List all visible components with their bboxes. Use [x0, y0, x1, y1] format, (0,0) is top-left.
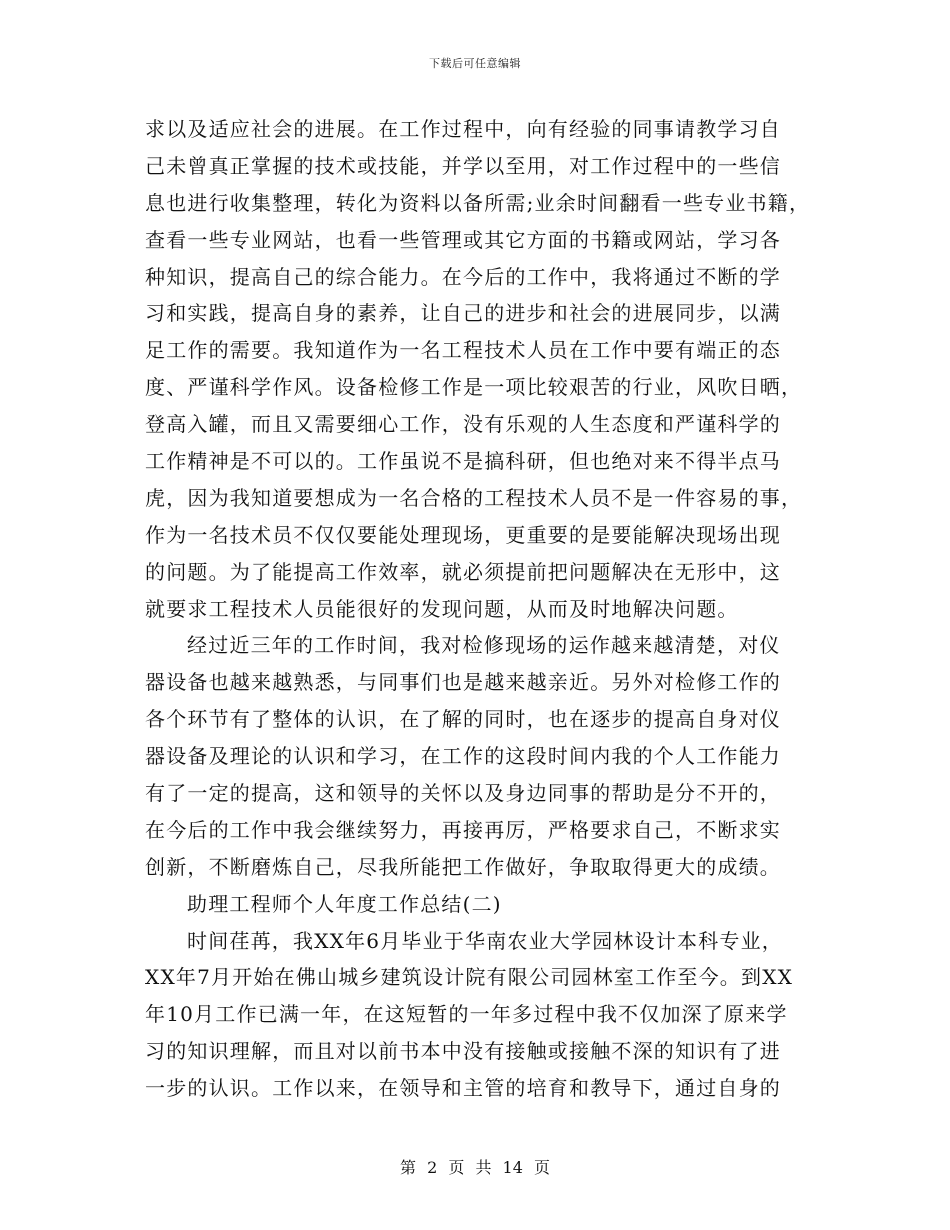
- text-line: 习和实践，提高自身的素养，让自己的进步和社会的进展同步，以满: [145, 301, 781, 326]
- text-line: 创新，不断磨炼自己，尽我所能把工作做好，争取取得更大的成绩。: [145, 854, 781, 879]
- document-body: [145, 111, 815, 1107]
- text-line: 己未曾真正掌握的技术或技能，并学以至用，对工作过程中的一些信: [145, 153, 781, 178]
- text-line: 虎，因为我知道要想成为一名合格的工程技术人员不是一件容易的事，: [145, 485, 803, 510]
- text-line: 一步的认识。工作以来，在领导和主管的培育和教导下，通过自身的: [145, 1076, 781, 1101]
- text-line: 年10月工作已满一年，在这短暂的一年多过程中我不仅加深了原来学: [145, 1002, 788, 1027]
- text-line: 器设备也越来越熟悉，与同事们也是越来越亲近。另外对检修工作的: [145, 670, 781, 695]
- text-line: 经过近三年的工作时间，我对检修现场的运作越来越清楚，对仪: [187, 633, 781, 658]
- text-line: 足工作的需要。我知道作为一名工程技术人员在工作中要有端正的态: [145, 338, 781, 363]
- text-line: 有了一定的提高，这和领导的关怀以及身边同事的帮助是分不开的，: [145, 781, 781, 806]
- text-line: 作为一名技术员不仅仅要能处理现场，更重要的是要能解决现场出现: [145, 522, 781, 547]
- text-line: 各个环节有了整体的认识，在了解的同时，也在逐步的提高自身对仪: [145, 707, 781, 732]
- text-line: 在今后的工作中我会继续努力，再接再厉，严格要求自己，不断求实: [145, 817, 781, 842]
- text-line: 时间荏苒，我XX年6月毕业于华南农业大学园林设计本科专业，: [187, 928, 784, 953]
- text-line: 登高入罐，而且又需要细心工作，没有乐观的人生态度和严谨科学的: [145, 412, 781, 437]
- text-line: 查看一些专业网站，也看一些管理或其它方面的书籍或网站，学习各: [145, 227, 781, 252]
- text-line: 助理工程师个人年度工作总结(二): [187, 891, 502, 916]
- text-line: 工作精神是不可以的。工作虽说不是搞科研，但也绝对来不得半点马: [145, 449, 781, 474]
- text-line: 求以及适应社会的进展。在工作过程中，向有经验的同事请教学习自: [145, 117, 781, 141]
- text-line: 就要求工程技术人员能很好的发现问题，从而及时地解决问题。: [145, 596, 739, 621]
- page-number: 第 2 页 共 14 页: [400, 1158, 550, 1177]
- text-line: 度、严谨科学作风。设备检修工作是一项比较艰苦的行业，风吹日晒，: [145, 375, 803, 400]
- text-line: 的问题。为了能提高工作效率，就必须提前把问题解决在无形中，这: [145, 559, 781, 584]
- text-line: 习的知识理解，而且对以前书本中没有接触或接触不深的知识有了进: [145, 1039, 781, 1064]
- text-line: 种知识，提高自己的综合能力。在今后的工作中，我将通过不断的学: [145, 264, 781, 289]
- text-line: 器设备及理论的认识和学习，在工作的这段时间内我的个人工作能力: [145, 744, 781, 769]
- header-note: 下载后可任意编辑: [429, 57, 521, 70]
- text-line: 息也进行收集整理，转化为资料以备所需;业余时间翻看一些专业书籍，: [145, 190, 811, 215]
- text-line: XX年7月开始在佛山城乡建筑设计院有限公司园林室工作至今。到XX: [145, 965, 794, 990]
